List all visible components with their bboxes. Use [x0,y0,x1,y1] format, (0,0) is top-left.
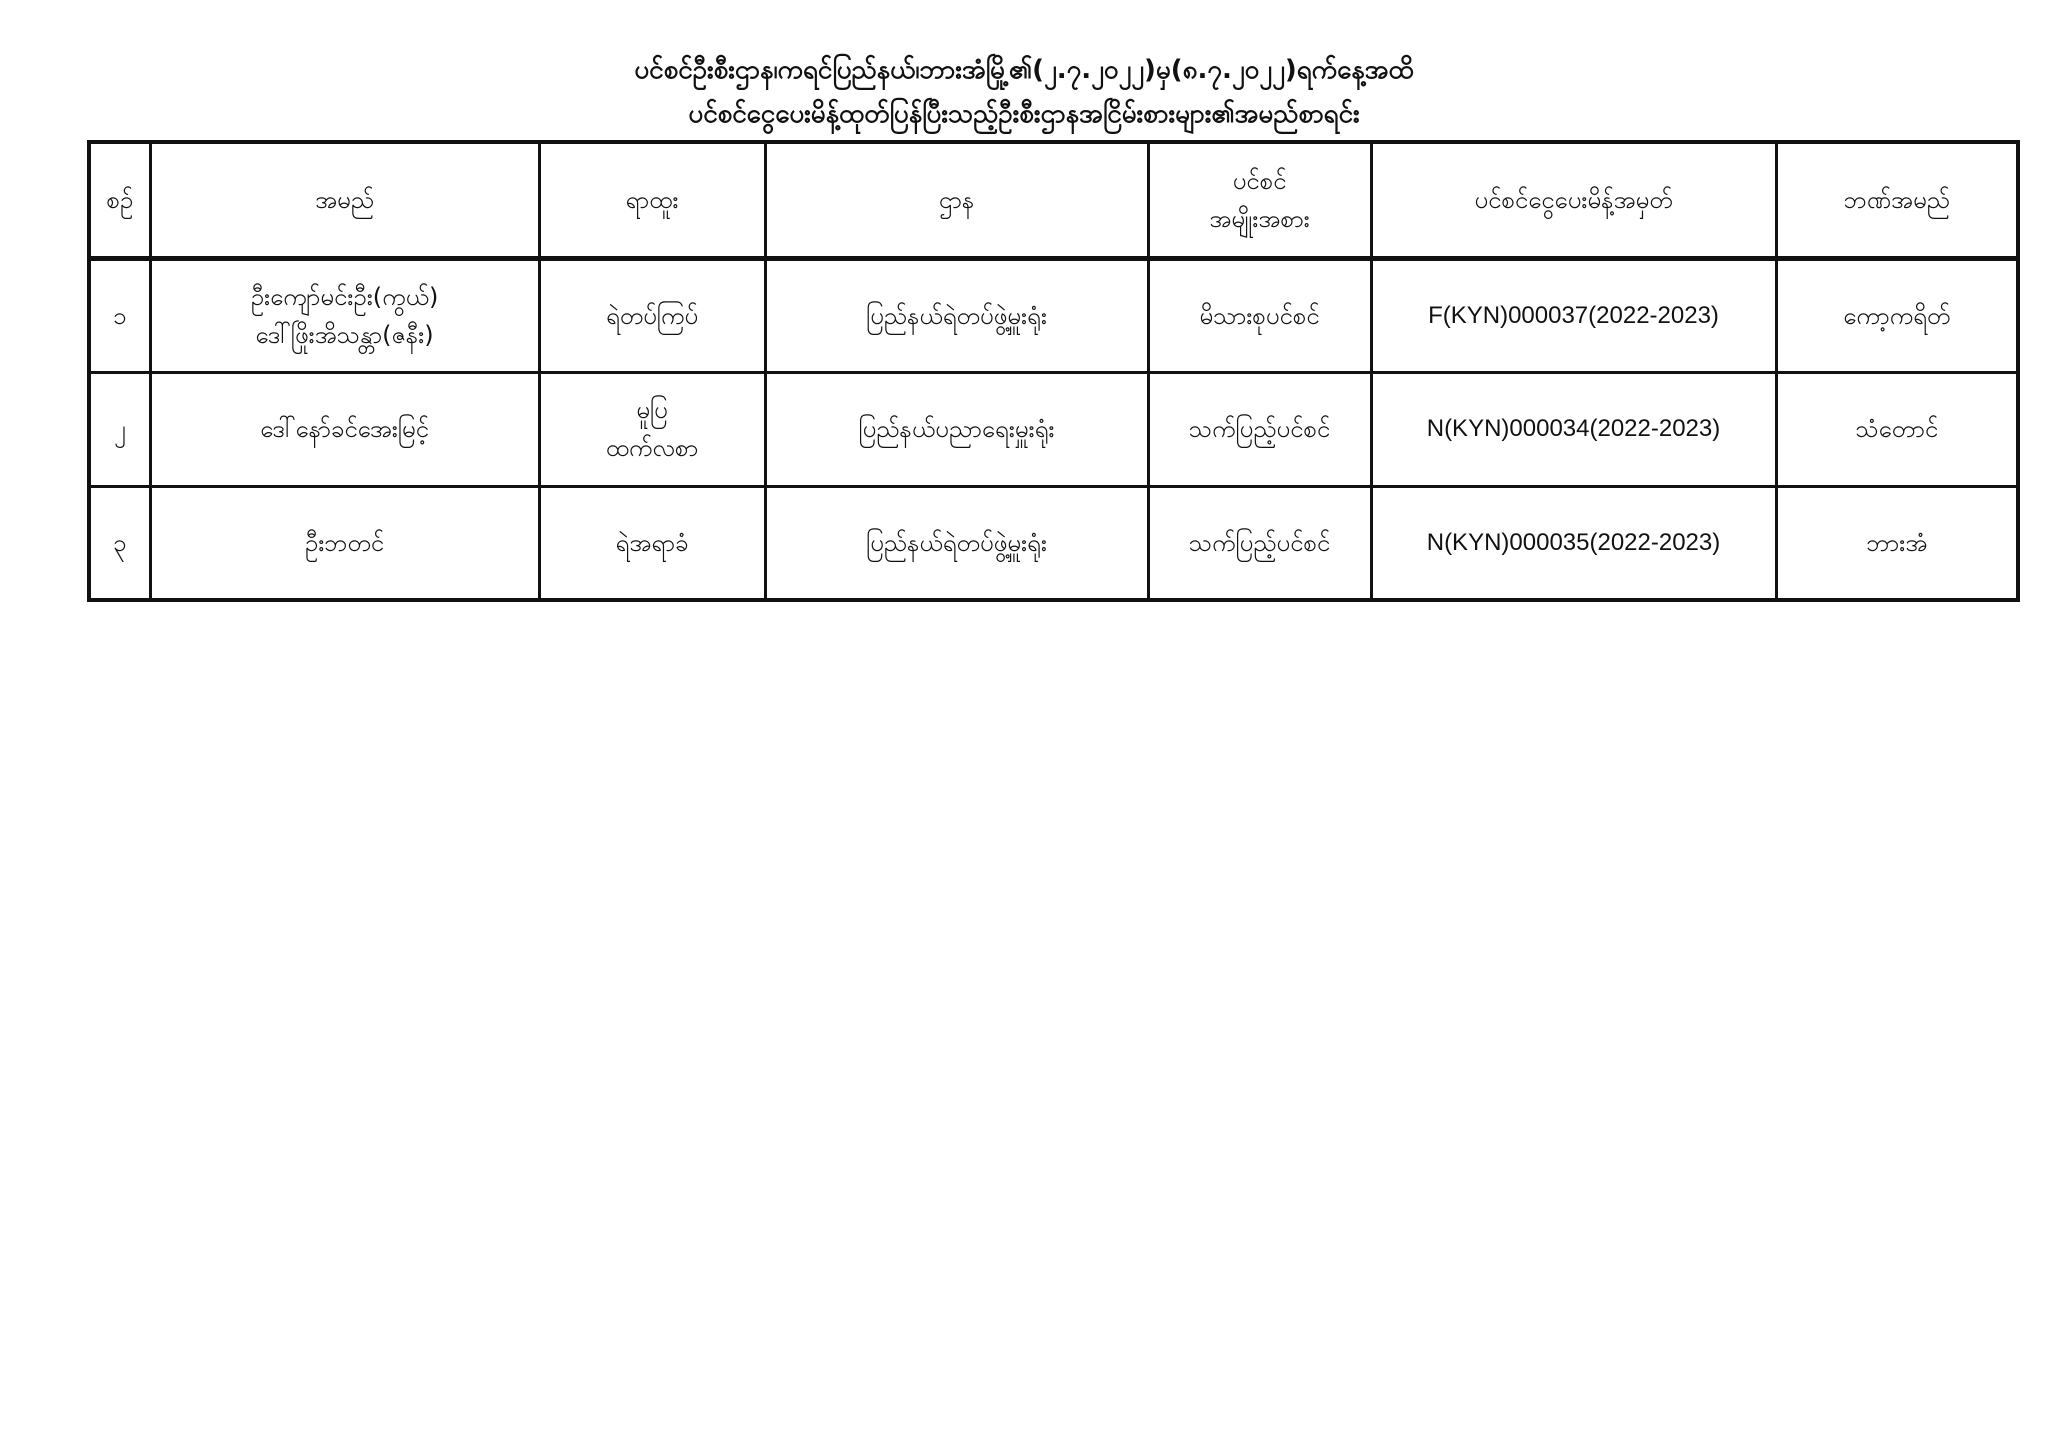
header-department [765,142,1148,258]
cell-rank-line1: ရဲတပ်ကြပ် [605,301,699,330]
header-no-label: စဉ် [106,185,134,214]
cell-department: ပြည်နယ်ပညာရေးမှူးရုံး [765,372,1148,486]
cell-rank [539,486,765,600]
header-no [89,142,150,258]
header-rank [539,142,765,258]
table-row [89,372,2018,486]
header-rank-label: ရာထူး [625,185,679,214]
table-header-row [89,142,2018,258]
header-bank-label: ဘဏ်အမည် [1843,185,1950,214]
cell-pension-type: မိသားစုပင်စင် [1148,258,1371,372]
header-department-label: ဌာန [938,185,975,214]
cell-order-no: N(KYN)000035(2022-2023) [1371,486,1776,600]
cell-bank: ဘားအံ [1776,486,2018,600]
table-row [89,258,2018,372]
cell-name [150,372,539,486]
header-order-no [1371,142,1776,258]
cell-name-line1: ဒေါ်နော်ခင်အေးမြင့် [260,415,429,443]
table-row [89,486,2018,600]
header-name [150,142,539,258]
cell-no: ၂ [89,372,150,486]
title-line-2: ပင်စင်ငွေပေးမိန့်ထုတ်ပြန်ပြီးသည့်ဦးစီးဌာနအငြိမ်းစားများ၏အမည်စာရင်း [688,99,1360,129]
cell-rank-line2: ထက်လစာ [605,434,699,462]
title-line-1: ပင်စင်ဦးစီးဌာန၊ကရင်ပြည်နယ်၊ဘားအံမြို့၏(၂.၇.၂၀၂၂)မှ(၈.၇.၂၀၂၂)ရက်နေ့အထိ [634,55,1414,85]
cell-name-line2: ဒေါ်ဖြိုးအိသန္တာ(ဇနီး) [255,320,434,349]
cell-pension-type: သက်ပြည့်ပင်စင် [1148,486,1371,600]
document-title [0,48,2048,136]
cell-name-line1: ဦးဘတင် [304,528,385,557]
cell-department: ပြည်နယ်ရဲတပ်ဖွဲ့မှူးရုံး [765,486,1148,600]
cell-name [150,486,539,600]
header-pension-type-line2: အမျိုးအစား [1209,204,1310,233]
cell-department: ပြည်နယ်ရဲတပ်ဖွဲ့မှူးရုံး [765,258,1148,372]
cell-order-no: F(KYN)000037(2022-2023) [1371,258,1776,372]
header-pension-type [1148,142,1371,258]
cell-name [150,258,539,372]
header-pension-type-line1: ပင်စင် [1232,166,1287,195]
cell-rank-line1: ရဲအရာခံ [615,528,689,557]
cell-no: ၁ [89,258,150,372]
pensioners-table [87,140,2020,602]
cell-rank [539,372,765,486]
cell-name-line1: ဦးကျော်မင်းဦး(ကွယ်) [250,282,439,311]
header-order-no-label: ပင်စင်ငွေပေးမိန့်အမှတ် [1474,185,1673,214]
cell-rank-line1: မူပြ [636,396,668,424]
cell-no: ၃ [89,486,150,600]
cell-bank: သံတောင် [1776,372,2018,486]
cell-pension-type: သက်ပြည့်ပင်စင် [1148,372,1371,486]
cell-rank [539,258,765,372]
cell-bank: ကော့ကရိတ် [1776,258,2018,372]
header-name-label: အမည် [315,185,374,214]
header-bank [1776,142,2018,258]
cell-order-no: N(KYN)000034(2022-2023) [1371,372,1776,486]
